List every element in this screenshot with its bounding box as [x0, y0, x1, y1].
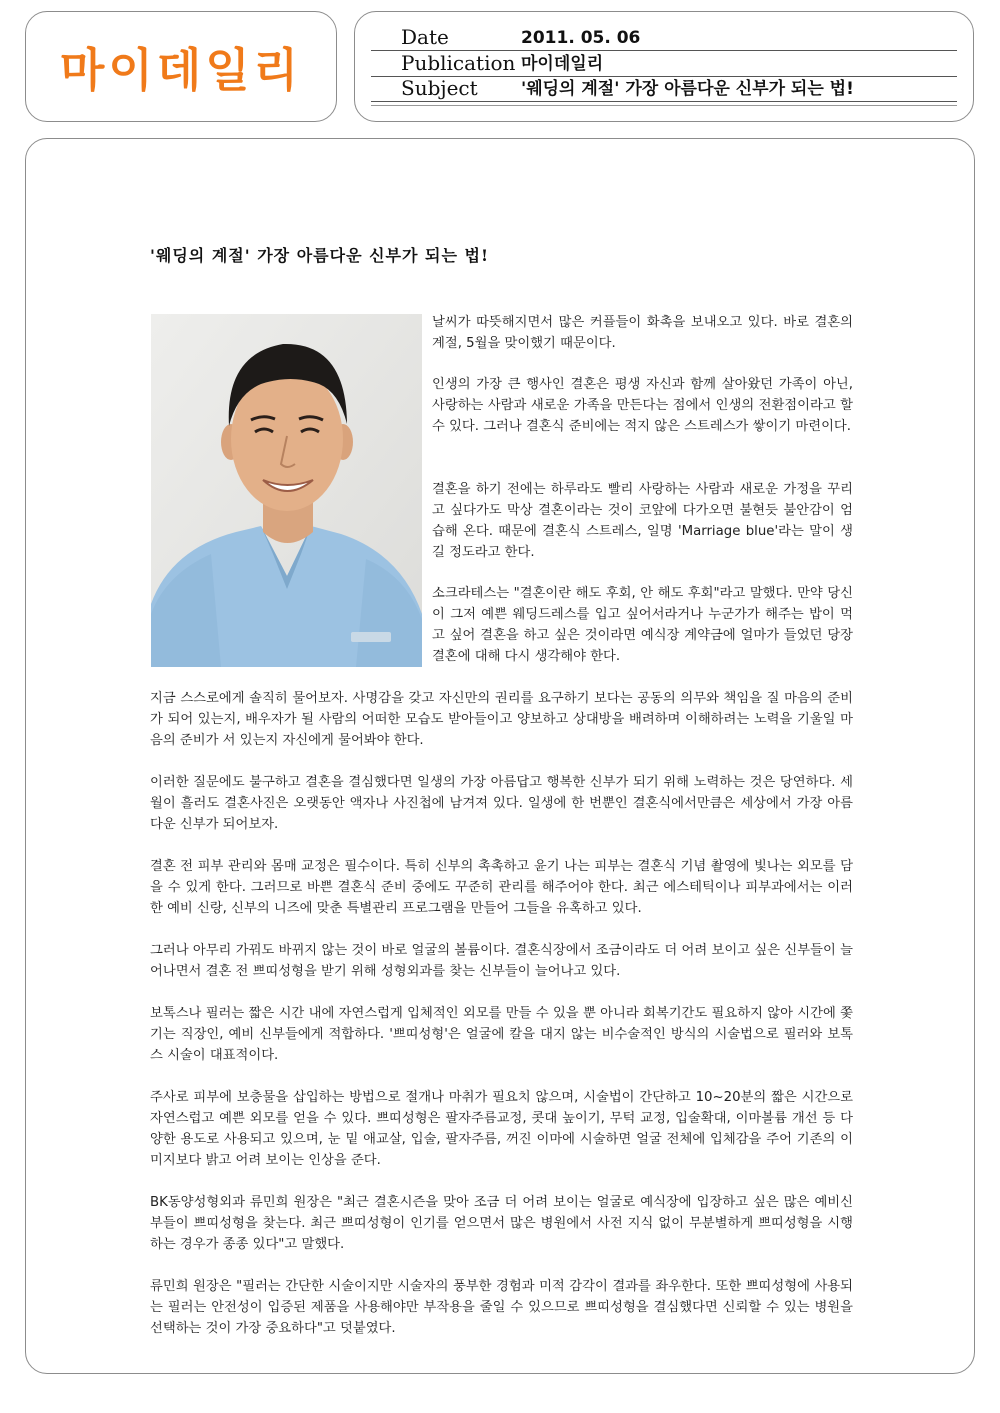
article-paragraph: 인생의 가장 큰 행사인 결혼은 평생 자신과 함께 살아왔던 가족이 아닌, 사랑하는 사람과 새로운 가족을 만든다는 점에서 인생의 전환점이라고 할 수 있다. 그러나 결혼식 준비에는 적지 않은 스트레스가 쌓이기 마련이다. [432, 377, 853, 434]
doctor-portrait-illustration [151, 314, 422, 667]
date-label: Date [401, 25, 449, 49]
date-value: 2011. 05. 06 [521, 28, 641, 48]
article-paragraph: 보톡스나 필러는 짧은 시간 내에 자연스럽게 입체적인 외모를 만들 수 있을 뿐 아니라 회복기간도 필요하지 않아 시간에 쫓기는 직장인, 예비 신부들에게 적합하다. '쁘띠성형'은 얼굴에 칼을 대지 않는 비수술적인 방식의 시술법으로 필러와 보톡스 시술이 대표적이다. [150, 1006, 853, 1063]
article-paragraph: 결혼을 하기 전에는 하루라도 빨리 사랑하는 사람과 새로운 가정을 꾸리고 싶다가도 막상 결혼이라는 것이 코앞에 다가오면 불현듯 불안감이 엄습해 온다. 때문에 결혼식 스트레스, 일명 'Marriage blue'라는 말이 생길 정도라고 한다. [432, 482, 853, 560]
article-paragraph: BK동양성형외과 류민희 원장은 "최근 결혼시즌을 맞아 조금 더 어려 보이는 얼굴로 예식장에 입장하고 싶은 많은 예비신부들이 쁘띠성형을 찾는다. 최근 쁘띠성형이 인기를 얻으면서 많은 병원에서 사전 지식 없이 무분별하게 쁘띠성형을 시행하는 경우가 종종 있다"고 말했다. [150, 1195, 853, 1252]
article-paragraph: 이러한 질문에도 불구하고 결혼을 결심했다면 일생의 가장 아름답고 행복한 신부가 되기 위해 노력하는 것은 당연하다. 세월이 흘러도 결혼사진은 오랫동안 액자나 사진첩에 남겨져 있다. 일생에 한 번뿐인 결혼식에서만큼은 세상에서 가장 아름다운 신부가 되어보자. [150, 775, 853, 832]
article-paragraph: 소크라테스는 "결혼이란 해도 후회, 안 해도 후회"라고 말했다. 만약 당신이 그저 예쁜 웨딩드레스를 입고 싶어서라거나 누군가가 해주는 밥이 먹고 싶어 결혼을 하고 싶은 것이라면 예식장 계약금에 얼마가 들었던 당장 결혼에 대해 다시 생각해야 한다. [432, 586, 853, 664]
article-paragraph: 주사로 피부에 보충물을 삽입하는 방법으로 절개나 마취가 필요치 않으며, 시술법이 간단하고 10~20분의 짧은 시간으로 자연스럽고 예쁜 외모를 얻을 수 있다. 쁘띠성형은 팔자주름교정, 콧대 높이기, 무턱 교정, 입술확대, 이마볼륨 개선 등 다양한 용도로 사용되고 있으며, 눈 밑 애교살, 입술, 팔자주름, 꺼진 이마에 시술하면 얼굴 전체에 입체감을 주어 기존의 이미지보다 밝고 어려 보이는 인상을 준다. [150, 1090, 853, 1168]
article-paragraph: 지금 스스로에게 솔직히 물어보자. 사명감을 갖고 자신만의 권리를 요구하기 보다는 공동의 의무와 책임을 질 마음의 준비가 되어 있는지, 배우자가 될 사람의 어떠한 모습도 받아들이고 양보하고 상대방을 배려하며 이해하려는 노력을 기울일 마음의 준비가 서 있는지 자신에게 물어봐야 한다. [150, 691, 853, 748]
doctor-photo [151, 314, 422, 667]
article-headline: '웨딩의 계절' 가장 아름다운 신부가 되는 법! [150, 246, 489, 265]
logo-box [25, 11, 337, 122]
article-paragraph: 그러나 아무리 가꿔도 바뀌지 않는 것이 바로 얼굴의 볼륨이다. 결혼식장에서 조금이라도 더 어려 보이고 싶은 신부들이 늘어나면서 결혼 전 쁘띠성형을 받기 위해 성형외과를 찾는 신부들이 늘어나고 있다. [150, 943, 853, 979]
meta-divider [371, 101, 957, 102]
publication-logo: 마이데일리 [59, 42, 303, 97]
article-meta [354, 11, 974, 122]
meta-row-subject [371, 76, 957, 102]
article-paragraph: 류민희 원장은 "필러는 간단한 시술이지만 시술자의 풍부한 경험과 미적 감각이 결과를 좌우한다. 또한 쁘띠성형에 사용되는 필러는 안전성이 입증된 제품을 사용해야만 부작용을 줄일 수 있으므로 쁘띠성형을 결심했다면 신뢰할 수 있는 병원을 선택하는 것이 가장 중요하다"고 덧붙였다. [150, 1279, 853, 1336]
article-paragraph: 날씨가 따뜻해지면서 많은 커플들이 화촉을 보내오고 있다. 바로 결혼의 계절, 5월을 맞이했기 때문이다. [432, 315, 853, 351]
subject-value: '웨딩의 계절' 가장 아름다운 신부가 되는 법! [521, 79, 854, 99]
meta-divider [371, 105, 957, 106]
publication-value: 마이데일리 [521, 54, 604, 74]
subject-label: Subject [401, 76, 478, 100]
article-paragraph: 결혼 전 피부 관리와 몸매 교정은 필수이다. 특히 신부의 촉촉하고 윤기 나는 피부는 결혼식 기념 촬영에 빛나는 외모를 담을 수 있게 한다. 그러므로 바쁜 결혼식 준비 중에도 꾸준히 관리를 해주어야 한다. 최근 에스테틱이나 피부과에서는 이러한 예비 신랑, 신부의 니즈에 맞춘 특별관리 프로그램을 만들어 그들을 유혹하고 있다. [150, 859, 853, 916]
meta-row-date [371, 25, 957, 51]
publication-label: Publication [401, 51, 516, 75]
